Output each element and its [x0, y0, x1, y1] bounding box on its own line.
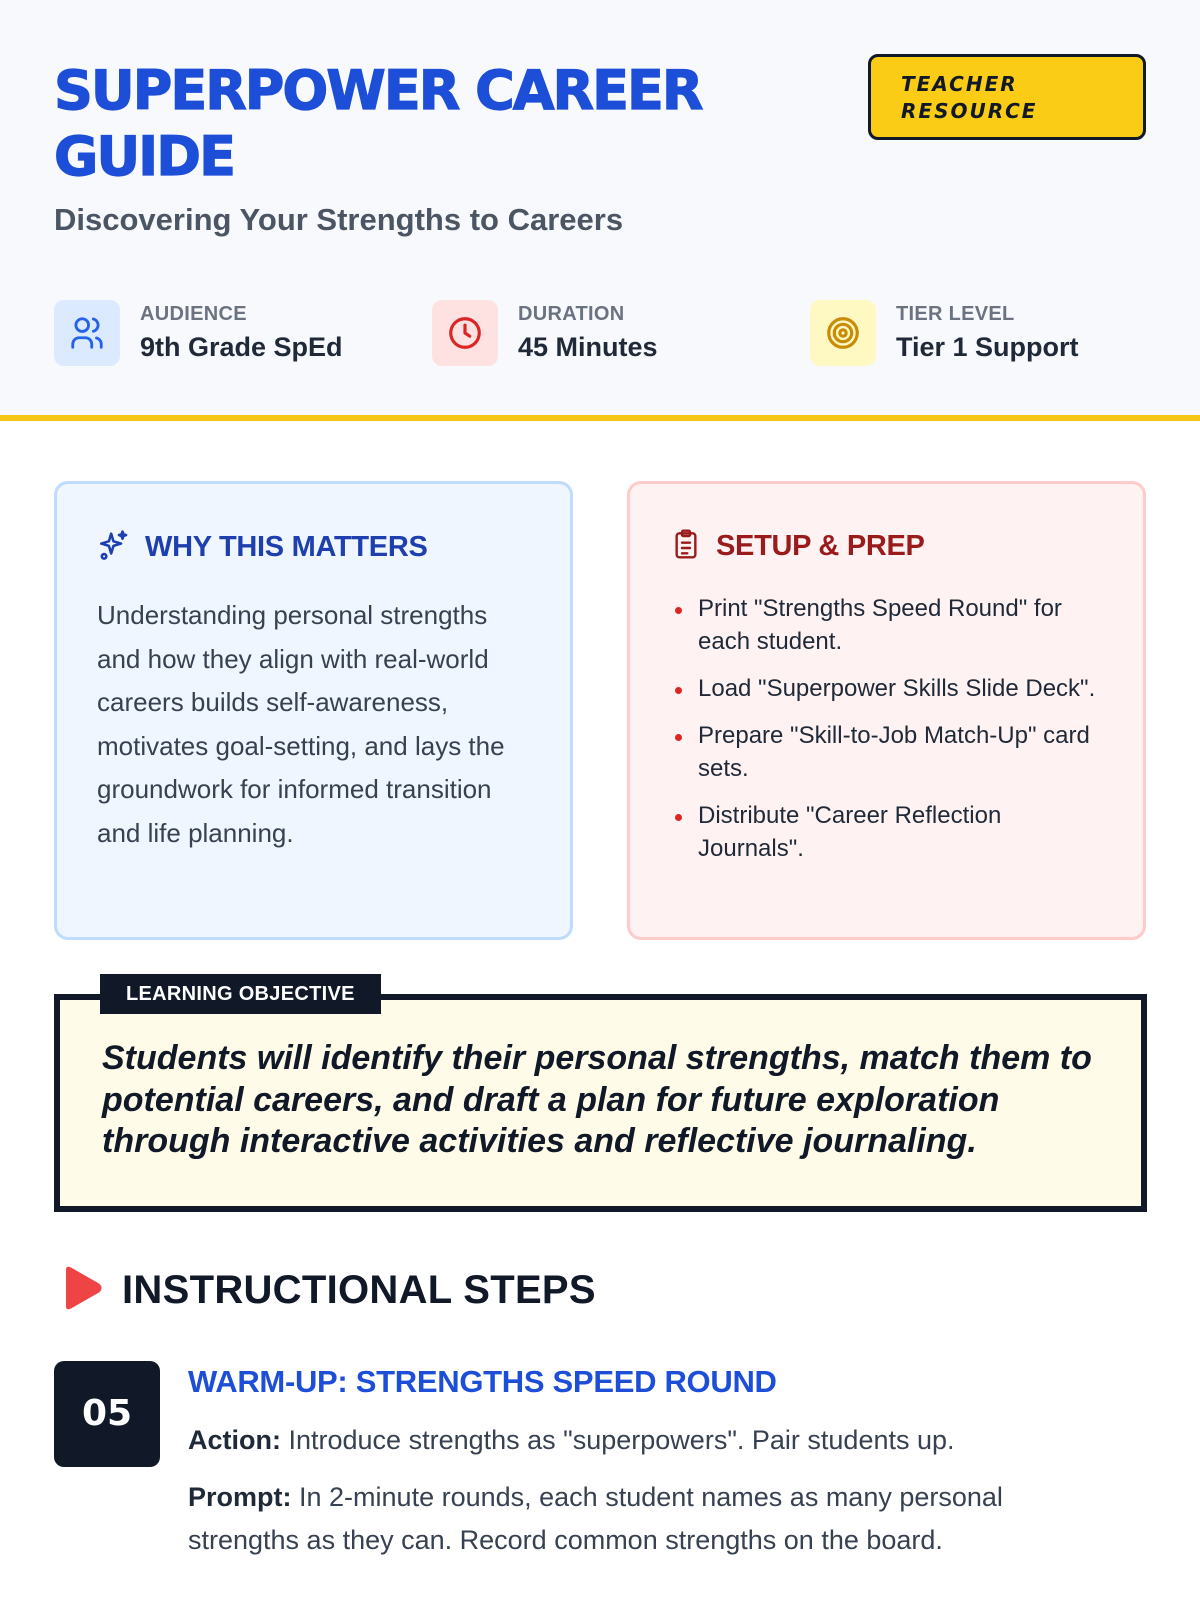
target-icon [810, 300, 876, 366]
meta-label: AUDIENCE [140, 303, 247, 325]
sparkles-icon [97, 528, 131, 567]
page-header [0, 0, 1200, 421]
step-action [188, 1419, 1088, 1462]
meta-duration [432, 300, 658, 366]
clipboard-icon [670, 528, 702, 565]
step-number: 05 [54, 1361, 160, 1467]
card-heading [670, 528, 925, 565]
step-title: WARM-UP: STRENGTHS SPEED ROUND [188, 1364, 777, 1399]
meta-value: 9th Grade SpEd [140, 332, 343, 362]
users-icon [54, 300, 120, 366]
card-heading [97, 528, 428, 567]
prompt-label: Prompt: [188, 1482, 292, 1512]
page-subtitle: Discovering Your Strengths to Careers [54, 202, 624, 237]
objective-tag: LEARNING OBJECTIVE [100, 974, 381, 1014]
meta-tier-level [810, 300, 1079, 366]
objective-text: Students will identify their personal strengths, match them to potential careers, and draft a plan for future exploration through interactive activities and reflective journaling. [102, 1039, 1092, 1160]
setup-prep-card [627, 481, 1146, 940]
list-item: Print "Strengths Speed Round" for each student. [670, 592, 1110, 658]
why-text: Understanding personal strengths and how they align with real-world careers builds self-awareness, motivates goal-setting, and lays the groundwork for informed transition and life planning. [97, 600, 505, 848]
meta-audience [54, 300, 343, 366]
list-item: Load "Superpower Skills Slide Deck". [670, 672, 1110, 705]
meta-value: Tier 1 Support [896, 332, 1079, 362]
setup-heading: SETUP & PREP [716, 530, 925, 562]
action-text: Introduce strengths as "superpowers". Pair students up. [288, 1425, 955, 1455]
action-label: Action: [188, 1425, 281, 1455]
why-heading: WHY THIS MATTERS [145, 531, 428, 563]
play-icon [60, 1264, 104, 1317]
steps-heading-label: INSTRUCTIONAL STEPS [122, 1268, 596, 1312]
teacher-resource-badge: TEACHER RESOURCE [868, 54, 1146, 140]
step-prompt [188, 1476, 1088, 1562]
prompt-text: In 2-minute rounds, each student names as many personal strengths as they can. Record common strengths on the board. [188, 1482, 1003, 1555]
learning-objective-box [54, 994, 1147, 1212]
page-title: SUPERPOWER CAREER GUIDE [54, 59, 702, 188]
meta-value: 45 Minutes [518, 332, 658, 362]
list-item: Distribute "Career Reflection Journals". [670, 799, 1110, 865]
clock-icon [432, 300, 498, 366]
list-item: Prepare "Skill-to-Job Match-Up" card sets. [670, 719, 1110, 785]
meta-label: DURATION [518, 303, 625, 325]
why-this-matters-card [54, 481, 573, 940]
steps-heading [60, 1264, 596, 1317]
meta-label: TIER LEVEL [896, 303, 1015, 325]
setup-list [670, 592, 1110, 879]
